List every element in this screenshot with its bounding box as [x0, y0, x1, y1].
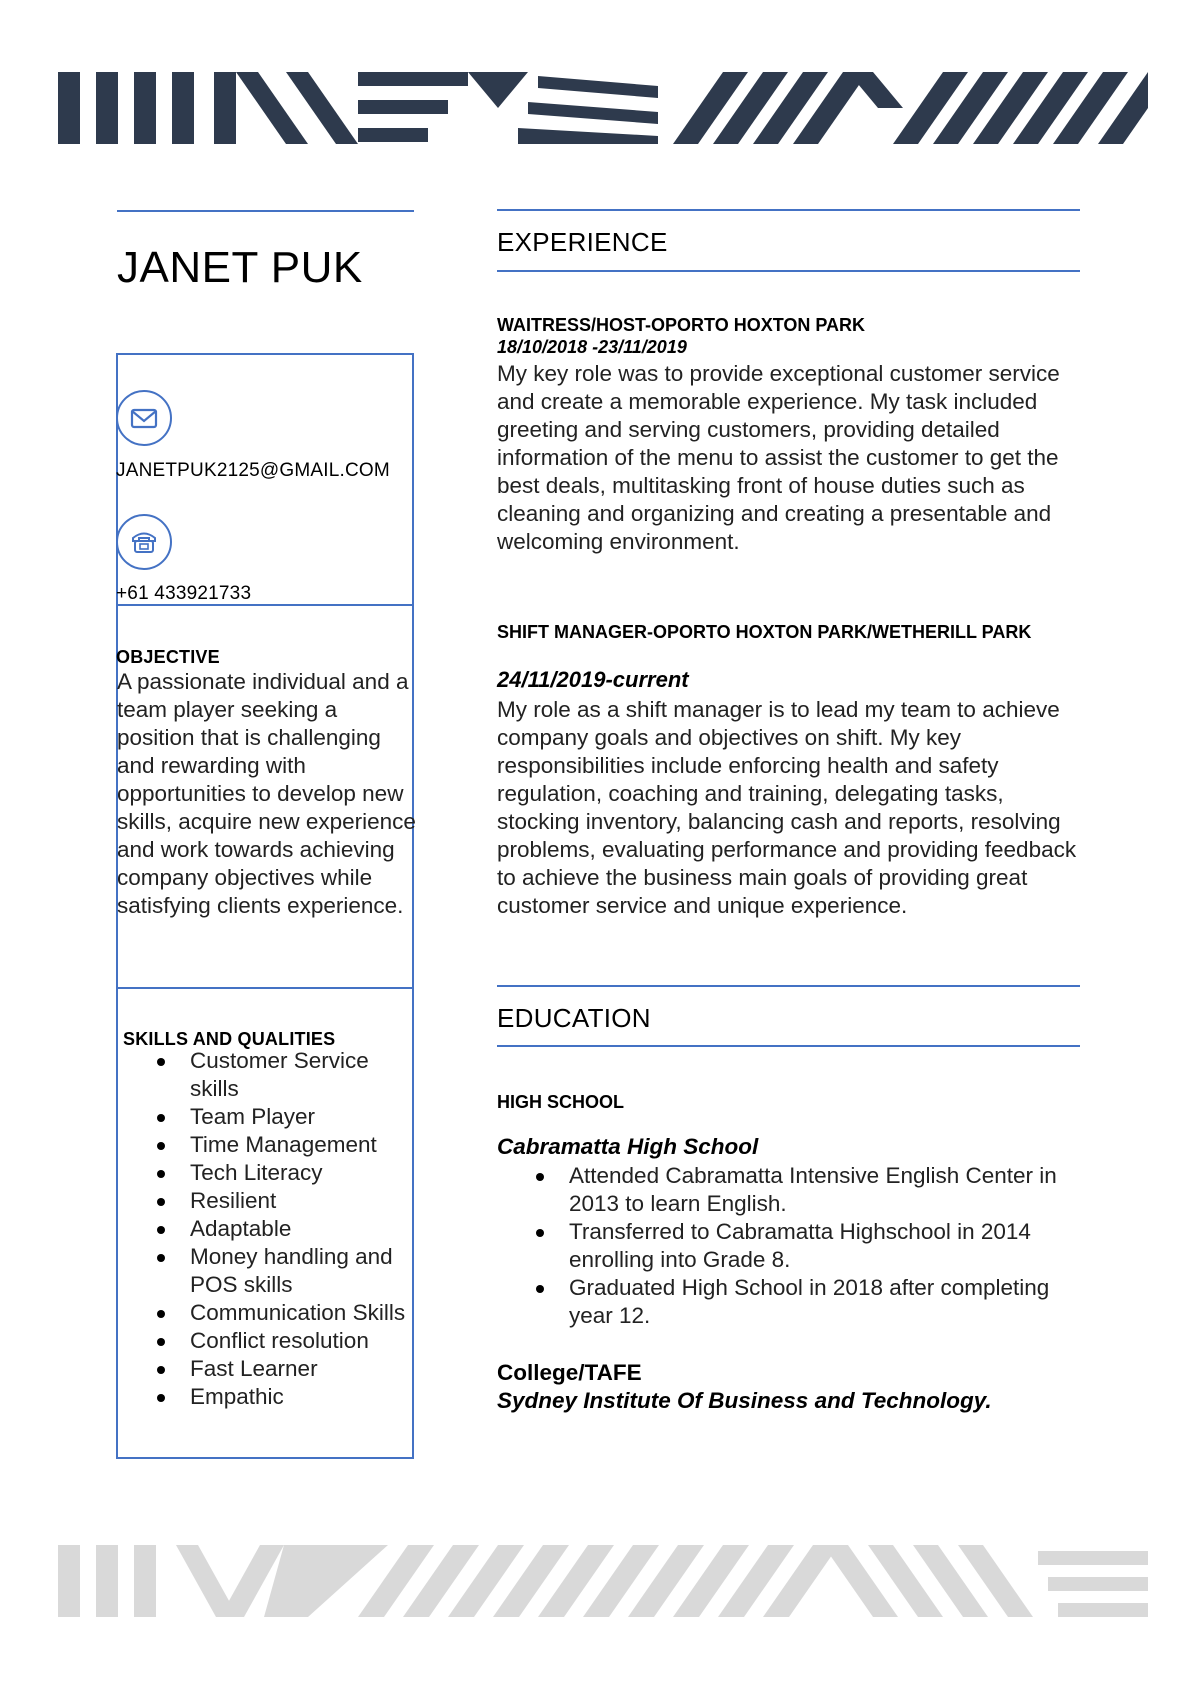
high-school-details [569, 1162, 1089, 1330]
email-icon-circle [116, 390, 172, 446]
name-top-rule [117, 210, 414, 212]
job-title: WAITRESS/HOST-OPORTO HOXTON PARK [497, 315, 866, 335]
education-item: Transferred to Cabramatta Highschool in 2014 enrolling into Grade 8. [569, 1218, 1089, 1274]
objective-heading: OBJECTIVE [116, 647, 220, 667]
skill-item: Time Management [190, 1131, 420, 1159]
envelope-icon [128, 402, 160, 434]
job-title: SHIFT MANAGER-OPORTO HOXTON PARK/WETHERILL PARK [497, 622, 1032, 642]
footer-banner [58, 1545, 1148, 1617]
phone-number[interactable]: +61 433921733 [116, 583, 252, 604]
header-stripe-pattern [58, 72, 1148, 144]
candidate-name: JANET PUK [117, 243, 363, 292]
job-dates: 18/10/2018 -23/11/2019 [497, 337, 687, 357]
education-item: Graduated High School in 2018 after completing year 12. [569, 1274, 1089, 1330]
experience-top-rule [497, 209, 1080, 211]
header-banner [58, 72, 1148, 144]
education-bottom-rule [497, 1045, 1080, 1047]
skill-item: Resilient [190, 1187, 420, 1215]
objective-text: A passionate individual and a team player seeking a position that is challenging and rewarding with opportunities to develop new skills, acquire new experience and work towards achieving company objectives while satisfying clients experience. [117, 669, 416, 918]
job-description: My role as a shift manager is to lead my team to achieve company goals and objectives on shift. My key responsibilities include enforcing health and safety regulation, coaching and training, delegating tasks, stocking inventory, balancing cash and reports, resolving problems, evaluating performance and providing feedback to achieve the business main goals of providing great customer service and unique experience. [497, 697, 1077, 918]
skill-item: Communication Skills [190, 1299, 420, 1327]
footer-stripe-pattern [58, 1545, 1148, 1617]
phone-icon-circle [116, 514, 172, 570]
skill-item: Tech Literacy [190, 1159, 420, 1187]
job-description: My key role was to provide exceptional customer service and create a memorable experience. My task included greeting and serving customers, providing detailed information of the menu to assist the customer to get the best deals, multitasking front of house duties such as cleaning and organizing and creating a presentable and welcoming environment. [497, 361, 1060, 554]
education-level: College/TAFE [497, 1360, 642, 1385]
email-address[interactable]: JANETPUK2125@GMAIL.COM [116, 460, 390, 481]
experience-heading: EXPERIENCE [497, 227, 668, 257]
education-level: HIGH SCHOOL [497, 1092, 625, 1112]
skill-item: Empathic [190, 1383, 420, 1411]
skill-item: Fast Learner [190, 1355, 420, 1383]
education-heading: EDUCATION [497, 1003, 651, 1033]
college-name: Sydney Institute Of Business and Technology. [497, 1388, 992, 1413]
school-name: Cabramatta High School [497, 1134, 759, 1159]
job-dates: 24/11/2019-current [497, 667, 689, 692]
education-item: Attended Cabramatta Intensive English Center in 2013 to learn English. [569, 1162, 1089, 1218]
skill-item: Team Player [190, 1103, 420, 1131]
skill-item: Customer Service skills [190, 1047, 420, 1103]
experience-bottom-rule [497, 270, 1080, 272]
skill-item: Conflict resolution [190, 1327, 420, 1355]
telephone-icon [128, 526, 160, 558]
skills-list [190, 1047, 420, 1411]
skills-heading: SKILLS AND QUALITIES [123, 1029, 336, 1049]
education-top-rule [497, 985, 1080, 987]
skill-item: Adaptable [190, 1215, 420, 1243]
skill-item: Money handling and POS skills [190, 1243, 420, 1299]
